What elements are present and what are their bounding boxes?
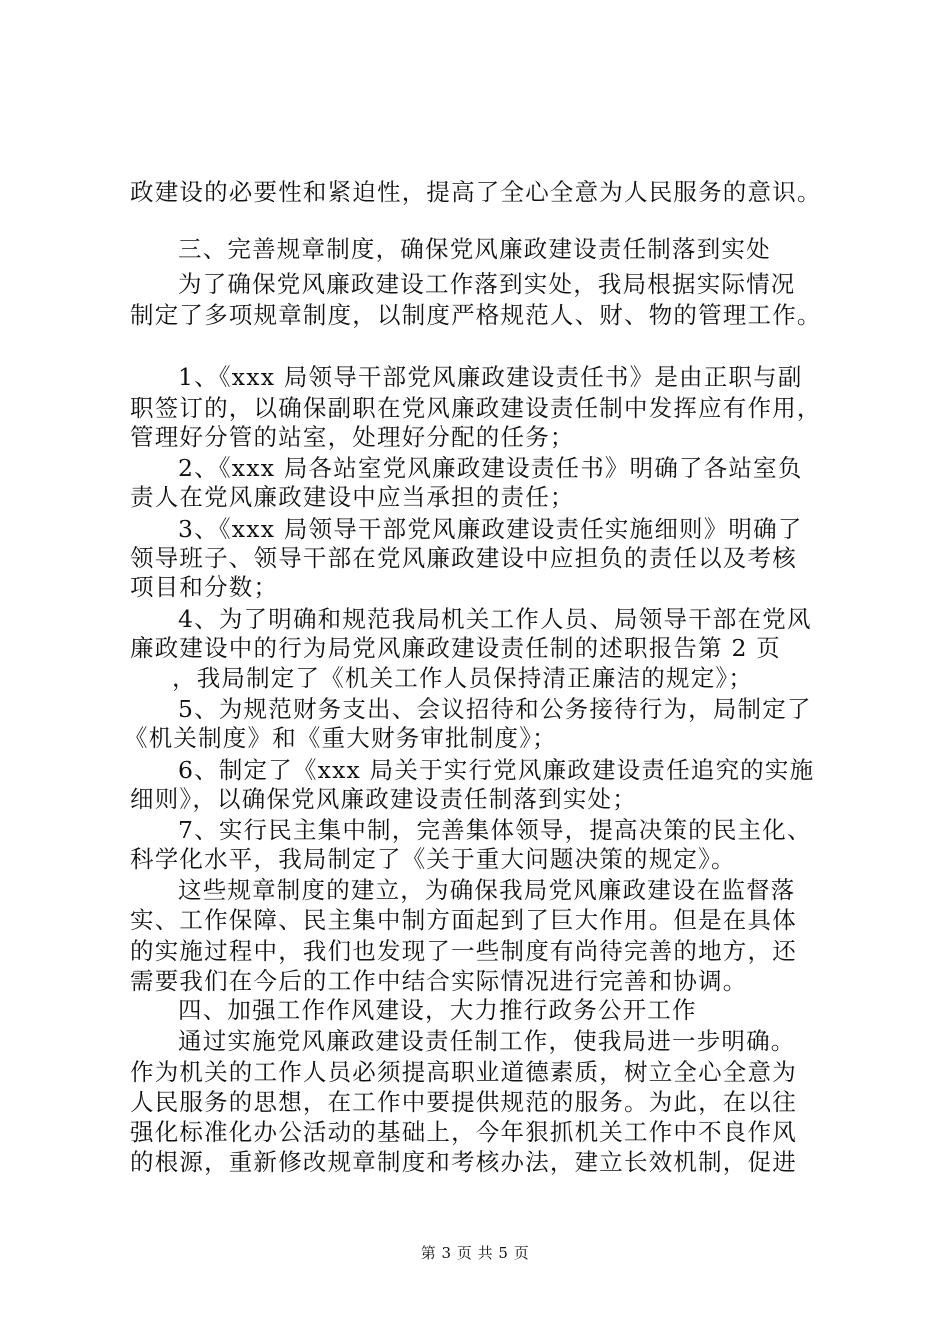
list-item-line: 3、《xxx 局领导干部党风廉政建设责任实施细则》明确了 <box>178 515 803 543</box>
list-item-line: 管理好分管的站室，处理好分配的任务； <box>130 423 575 451</box>
list-item-line: 科学化水平，我局制定了《关于重大问题决策的规定》。 <box>130 845 736 873</box>
list-item-line: 7、实行民主集中制，完善集体领导，提高决策的民主化、 <box>178 816 812 844</box>
section-heading: 四、加强工作作风建设，大力推行政务公开工作 <box>178 996 697 1024</box>
paragraph-line: 这些规章制度的建立，为确保我局党风廉政建设在监督落 <box>178 876 796 904</box>
paragraph-line: 制定了多项规章制度，以制度严格规范人、财、物的管理工作。 <box>130 301 822 329</box>
list-item-line: 责人在党风廉政建设中应当承担的责任； <box>130 483 575 511</box>
list-item-line: 1、《xxx 局领导干部党风廉政建设责任书》是由正职与副 <box>178 363 803 391</box>
paragraph-line: 的实施过程中，我们也发现了一些制度有尚待完善的地方，还 <box>130 937 797 965</box>
paragraph-line: 为了确保党风廉政建设工作落到实处，我局根据实际情况 <box>178 270 796 298</box>
list-item-line: 领导班子、领导干部在党风廉政建设中应担负的责任以及考核 <box>130 544 797 572</box>
list-item-line: 廉政建设中的行为局党风廉政建设责任制的述职报告第 2 页 <box>130 634 781 662</box>
list-item-line: 《机关制度》和《重大财务审批制度》； <box>124 724 557 752</box>
paragraph-line: 通过实施党风廉政建设责任制工作，使我局进一步明确。 <box>178 1027 796 1055</box>
paragraph-line: 的根源，重新修改规章制度和考核办法，建立长效机制，促进 <box>130 1148 797 1176</box>
list-item-line: 细则》，以确保党风廉政建设责任制落到实处； <box>130 785 637 813</box>
paragraph-line: 政建设的必要性和紧迫性，提高了全心全意为人民服务的意识。 <box>130 178 822 206</box>
list-item-line: 4、为了明确和规范我局机关工作人员、局领导干部在党风 <box>178 605 812 633</box>
paragraph-line: 人民服务的思想，在工作中要提供规范的服务。为此，在以往 <box>130 1088 797 1116</box>
list-item-line: 2、《xxx 局各站室党风廉政建设责任书》明确了各站室负 <box>178 454 803 482</box>
paragraph-line: 实、工作保障、民主集中制方面起到了巨大作用。但是在具体 <box>130 906 797 934</box>
list-item-line: 6、制定了《xxx 局关于实行党风廉政建设责任追究的实施 <box>178 756 815 784</box>
paragraph-line: 需要我们在今后的工作中结合实际情况进行完善和协调。 <box>130 967 748 995</box>
list-item-line: 职签订的，以确保副职在党风廉政建设责任制中发挥应有作用， <box>130 394 822 422</box>
list-item-line: 项目和分数； <box>130 573 279 601</box>
paragraph-line: 强化标准化办公活动的基础上，今年狠抓机关工作中不良作风 <box>130 1118 797 1146</box>
paragraph-line: 作为机关的工作人员必须提高职业道德素质，树立全心全意为 <box>130 1058 797 1086</box>
list-item-line: ，我局制定了《机关工作人员保持清正廉洁的规定》； <box>172 664 754 692</box>
page-number-footer: 第 3 页 共 5 页 <box>420 1244 530 1262</box>
section-heading: 三、完善规章制度，确保党风廉政建设责任制落到实处 <box>178 235 771 263</box>
list-item-line: 5、为规范财务支出、会议招待和公务接待行为，局制定了 <box>178 695 812 723</box>
